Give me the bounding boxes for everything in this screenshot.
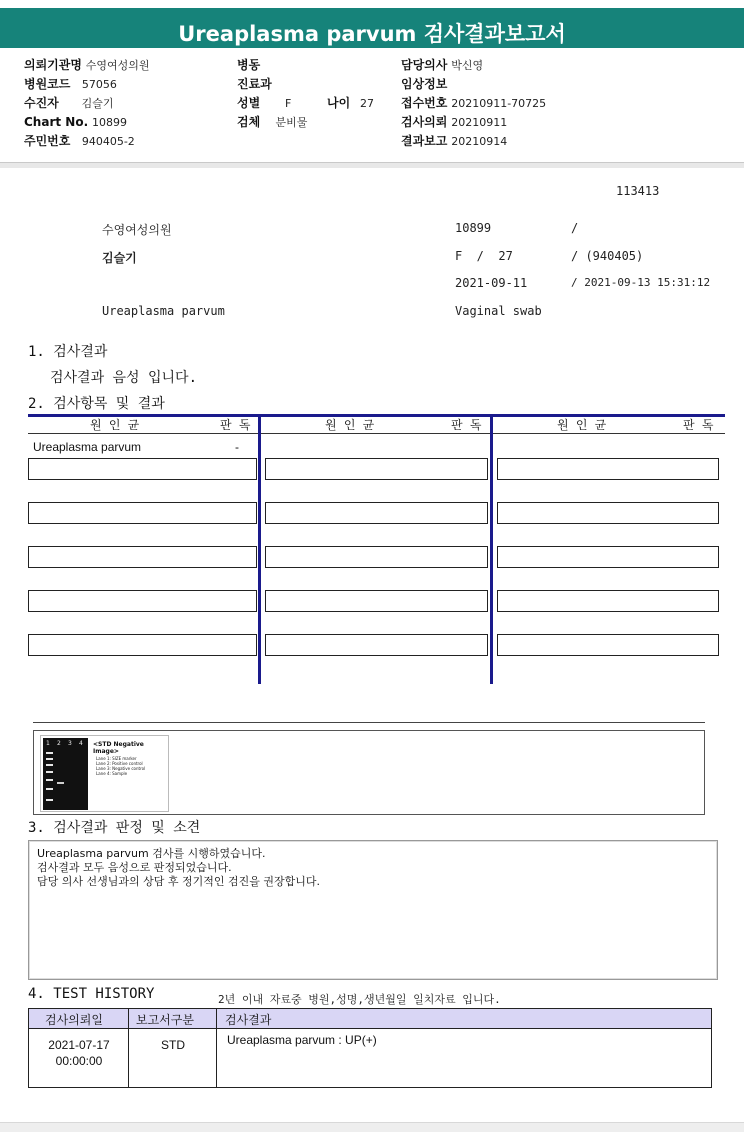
report-date-label: 결과보고 [401,134,448,148]
result-cell [497,546,719,568]
result-cell [28,590,257,612]
sex-value: F [285,97,292,110]
dept-label: 진료과 [237,77,272,91]
patient-value: 김슬기 [81,97,114,110]
result-cell [265,590,488,612]
history-row-result: Ureaplasma parvum : UP(+) [227,1033,377,1047]
resident-no-label: 주민번호 [24,134,71,148]
col1-reading-header: 판 독 [220,418,251,432]
specimen-label: 검체 [237,115,261,129]
col3-organism-header: 원 인 균 [557,418,607,432]
clinic-label: 의뢰기관명 [24,58,82,72]
history-row-date [29,1037,129,1069]
hospital-code-label: 병원코드 [24,77,71,91]
result-cell [265,458,488,480]
info-reported: / 2021-09-13 15:31:12 [571,276,711,289]
opinion-line: Ureaplasma parvum 검사를 시행하였습니다. [37,847,266,860]
header-divider [0,162,744,168]
age-value: 27 [360,97,374,110]
receipt-no-label: 접수번호 [401,96,448,110]
info-sex-age: F / 27 [455,249,513,263]
info-clinic: 수영여성의원 [102,223,172,237]
col2-organism-header: 원 인 균 [325,418,375,432]
gel-photo [43,738,88,810]
ward-label: 병동 [237,58,261,72]
request-date-label: 검사의뢰 [401,115,448,129]
chart-no-label: Chart No. [24,115,89,129]
history-col-date: 검사의뢰일 [45,1013,103,1027]
result-grid-divider-2 [490,414,493,684]
receipt-no-value: 20210911-70725 [451,97,547,110]
gel-image [40,735,169,812]
gel-lane-label: 3 [68,740,72,747]
result-cell [28,502,257,524]
result-cell [265,634,488,656]
doctor-value: 박신영 [451,59,484,72]
history-row-type: STD [161,1038,185,1052]
header-col1 [24,56,150,151]
section1-result-text: 검사결과 음성 입니다. [50,370,198,386]
info-specimen: Vaginal swab [455,304,542,318]
result-cell [497,458,719,480]
opinion-box [28,840,718,980]
section3-heading: 3. 검사결과 판정 및 소견 [28,820,201,836]
gel-lane-label: 2 [57,740,61,747]
result-cell [28,458,257,480]
section1-heading: 1. 검사결과 [28,344,108,360]
info-test-name: Ureaplasma parvum [102,304,225,318]
info-birth: / (940405) [571,249,644,263]
page-bottom-divider [0,1122,744,1132]
result-item-reading: - [235,440,239,454]
header-col2 [237,56,387,132]
hospital-code-value: 57056 [81,78,117,91]
result-cell [497,502,719,524]
result-cell [497,634,719,656]
gel-image-title: <STD Negative Image> [93,741,144,755]
doctor-label: 담당의사 [401,58,448,72]
info-slash: / [571,221,579,235]
history-table [28,1008,712,1088]
image-area-divider [33,722,705,723]
col2-reading-header: 판 독 [451,418,482,432]
age-label: 나이 [327,96,351,110]
chart-no-value: 10899 [91,116,127,129]
result-grid-header-divider [28,433,725,434]
opinion-line: 담당 의사 선생님과의 상담 후 정기적인 검진을 권장합니다. [37,875,320,888]
resident-no-value: 940405-2 [81,135,135,148]
section2-heading: 2. 검사항목 및 결과 [28,396,165,412]
result-grid-divider-1 [258,414,261,684]
report-title: Ureaplasma parvum 검사결과보고서 [178,22,566,46]
report-title-bar [0,0,744,48]
opinion-line: 검사결과 모두 음성으로 판정되었습니다. [37,861,232,874]
info-chart: 10899 [455,221,492,235]
info-patient: 김슬기 [102,251,137,265]
gel-lane-label: 4 [79,740,83,747]
result-cell [28,634,257,656]
col3-reading-header: 판 독 [683,418,714,432]
section4-heading: 4. TEST HISTORY [28,986,155,1002]
specimen-value: 분비물 [275,116,308,129]
gel-lane-legend: Lane 1: SIZE marker Lane 2: Positive control Lane 3: Negative control Lane 4: Sample [96,756,146,776]
history-col-result: 검사결과 [225,1013,272,1027]
result-cell [265,502,488,524]
history-time: 00:00:00 [55,1054,103,1068]
info-received: 2021-09-11 [455,276,528,290]
report-code: 113413 [616,184,660,198]
result-item-name: Ureaplasma parvum [33,440,142,454]
clinical-info-label: 임상정보 [401,77,448,91]
patient-label: 수진자 [24,96,59,110]
history-note: 2년 이내 자료중 병원,성명,생년월일 일치자료 입니다. [218,993,501,1006]
sex-label: 성별 [237,96,261,110]
request-date-value: 20210911 [451,116,508,129]
result-cell [28,546,257,568]
clinic-value: 수영여성의원 [85,59,150,72]
result-cell [497,590,719,612]
result-cell [265,546,488,568]
history-date: 2021-07-17 [48,1038,110,1052]
gel-lane-label: 1 [46,740,50,747]
col1-organism-header: 원 인 균 [90,418,140,432]
header-col3 [401,56,546,151]
history-col-type: 보고서구분 [136,1013,194,1027]
report-date-value: 20210914 [451,135,508,148]
